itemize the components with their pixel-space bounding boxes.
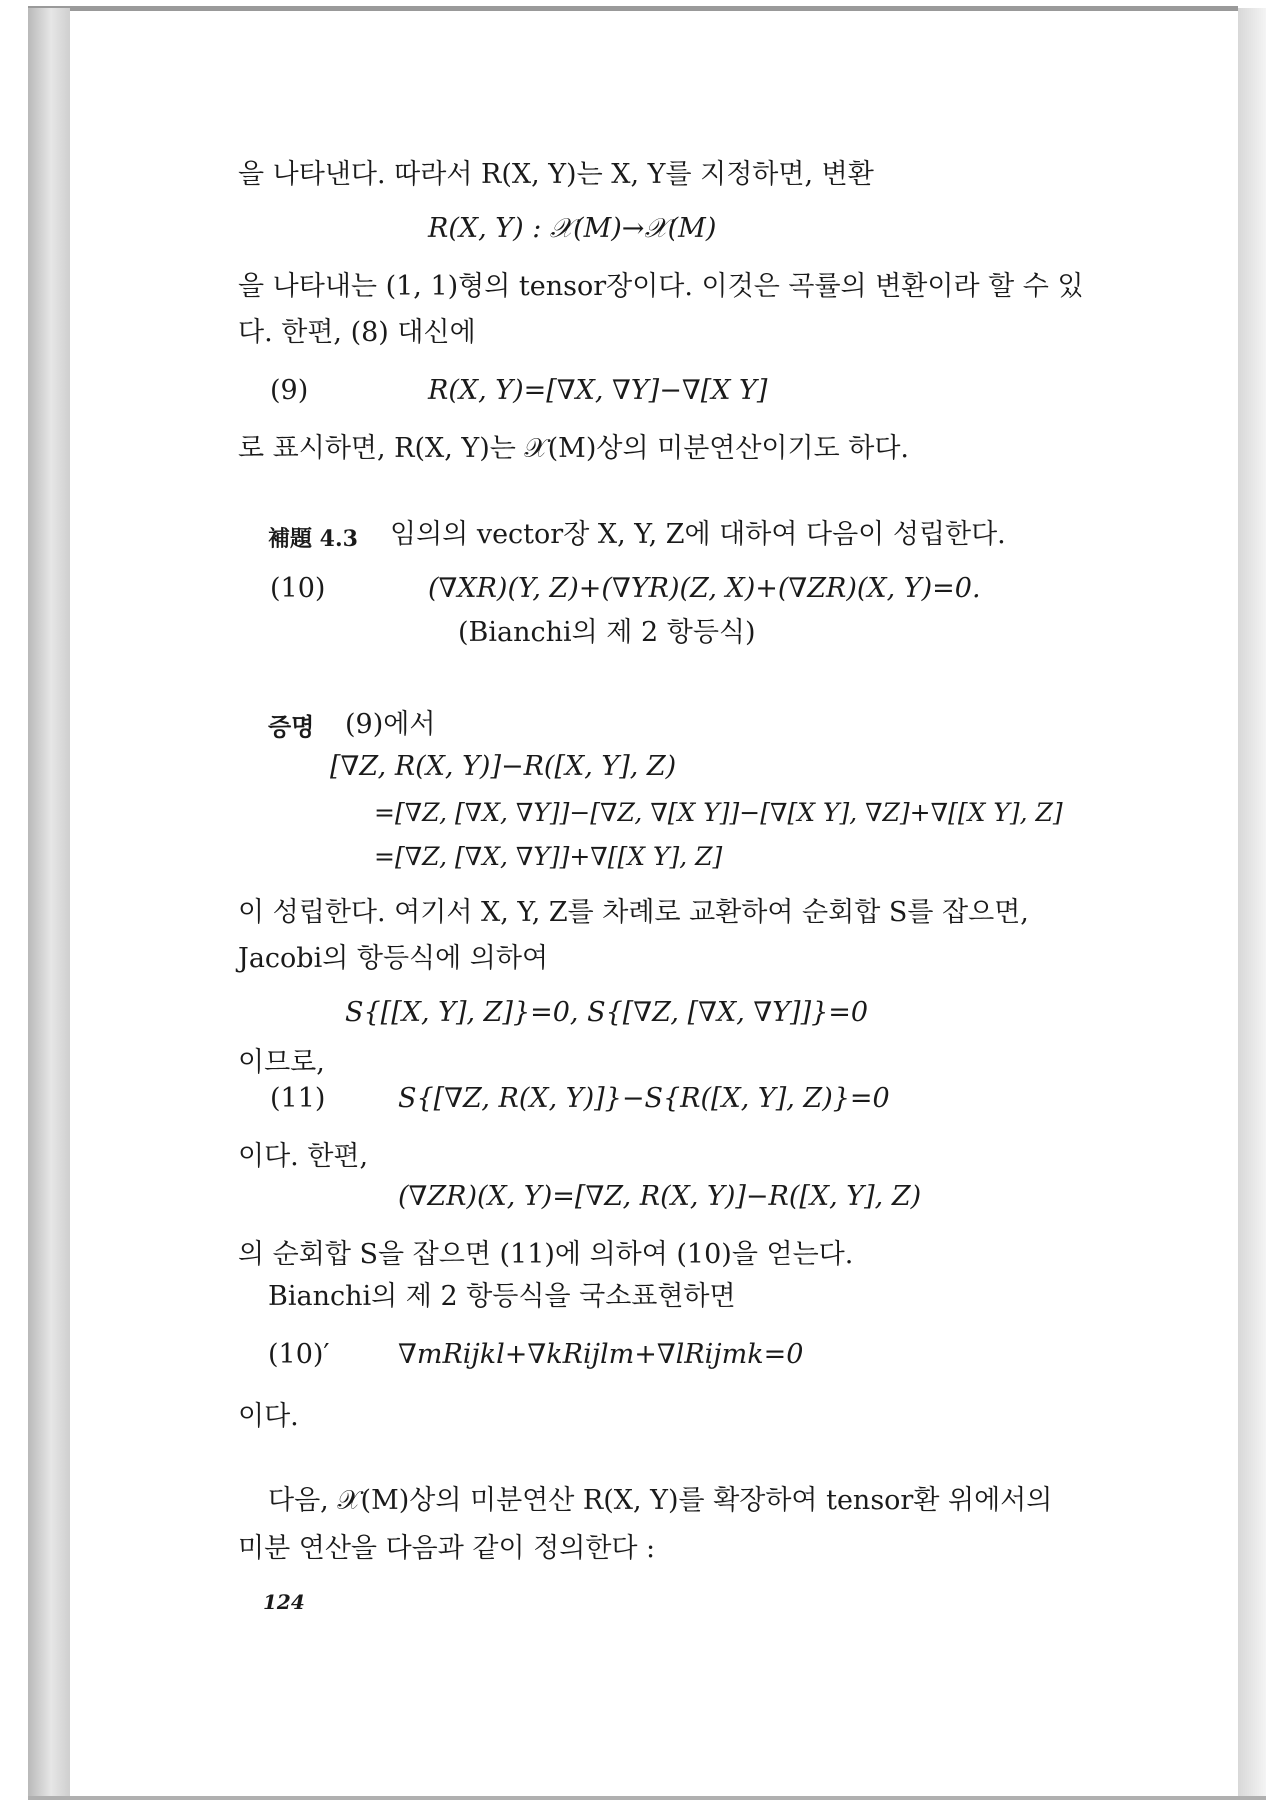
text-line: 다음, 𝒳(M)상의 미분연산 R(X, Y)를 확장하여 tensor환 위에서의 xyxy=(268,1485,1053,1516)
text-line: 이다. 한편, xyxy=(238,1141,369,1172)
equation: R(X, Y)=[∇X, ∇Y]−∇[X Y] xyxy=(428,375,768,406)
text-line: 의 순회합 S을 잡으면 (11)에 의하여 (10)을 얻는다. xyxy=(238,1239,854,1270)
equation: [∇Z, R(X, Y)]−R([X, Y], Z) xyxy=(330,751,677,782)
proof-label: 증명 xyxy=(268,712,315,741)
text-line: 을 나타내는 (1, 1)형의 tensor장이다. 이것은 곡률의 변환이라 할 수 있 xyxy=(238,271,1084,302)
equation: =[∇Z, [∇X, ∇Y]]−[∇Z, ∇[X Y]]−[∇[X Y], ∇Z]+∇[[X Y], Z] xyxy=(374,798,1063,827)
equation-number: (10) xyxy=(270,573,326,604)
book-edge-right xyxy=(1238,8,1266,1798)
text-line: 미분 연산을 다음과 같이 정의한다 : xyxy=(238,1533,656,1564)
equation-caption: (Bianchi의 제 2 항등식) xyxy=(458,617,756,648)
lemma-label: 補題 4.3 xyxy=(268,526,358,552)
equation: S{[∇Z, R(X, Y)]}−S{R([X, Y], Z)}=0 xyxy=(398,1083,890,1114)
text-line: 이다. xyxy=(238,1401,299,1432)
book-edge-left xyxy=(28,8,70,1798)
equation-number: (11) xyxy=(270,1083,326,1114)
equation: =[∇Z, [∇X, ∇Y]]+∇[[X Y], Z] xyxy=(374,842,723,871)
equation: (∇XR)(Y, Z)+(∇YR)(Z, X)+(∇ZR)(X, Y)=0. xyxy=(428,573,981,604)
equation: R(X, Y) : 𝒳(M)→𝒳(M) xyxy=(428,213,717,244)
text-line: 로 표시하면, R(X, Y)는 𝒳(M)상의 미분연산이기도 하다. xyxy=(238,433,910,464)
text-line: 이 성립한다. 여기서 X, Y, Z를 차례로 교환하여 순회합 S를 잡으면, xyxy=(238,897,1029,928)
book-edge-bottom xyxy=(28,1796,1266,1800)
text-line: (9)에서 xyxy=(345,709,436,740)
text-line: 다. 한편, (8) 대신에 xyxy=(238,317,476,348)
text-line: 을 나타낸다. 따라서 R(X, Y)는 X, Y를 지정하면, 변환 xyxy=(238,159,874,190)
equation: S{[[X, Y], Z]}=0, S{[∇Z, [∇X, ∇Y]]}=0 xyxy=(345,997,869,1028)
equation: (∇ZR)(X, Y)=[∇Z, R(X, Y)]−R([X, Y], Z) xyxy=(398,1181,922,1212)
text-line: 이므로, xyxy=(238,1047,325,1078)
equation-number: (10)′ xyxy=(268,1339,330,1370)
equation-number: (9) xyxy=(270,375,309,406)
page-number: 124 xyxy=(263,1590,305,1614)
lemma-statement: 임의의 vector장 X, Y, Z에 대하여 다음이 성립한다. xyxy=(390,519,1006,550)
equation: ∇mRijkl+∇kRijlm+∇lRijmk=0 xyxy=(398,1339,804,1370)
text-line: Jacobi의 항등식에 의하여 xyxy=(238,943,549,974)
text-line: Bianchi의 제 2 항등식을 국소표현하면 xyxy=(268,1281,736,1312)
